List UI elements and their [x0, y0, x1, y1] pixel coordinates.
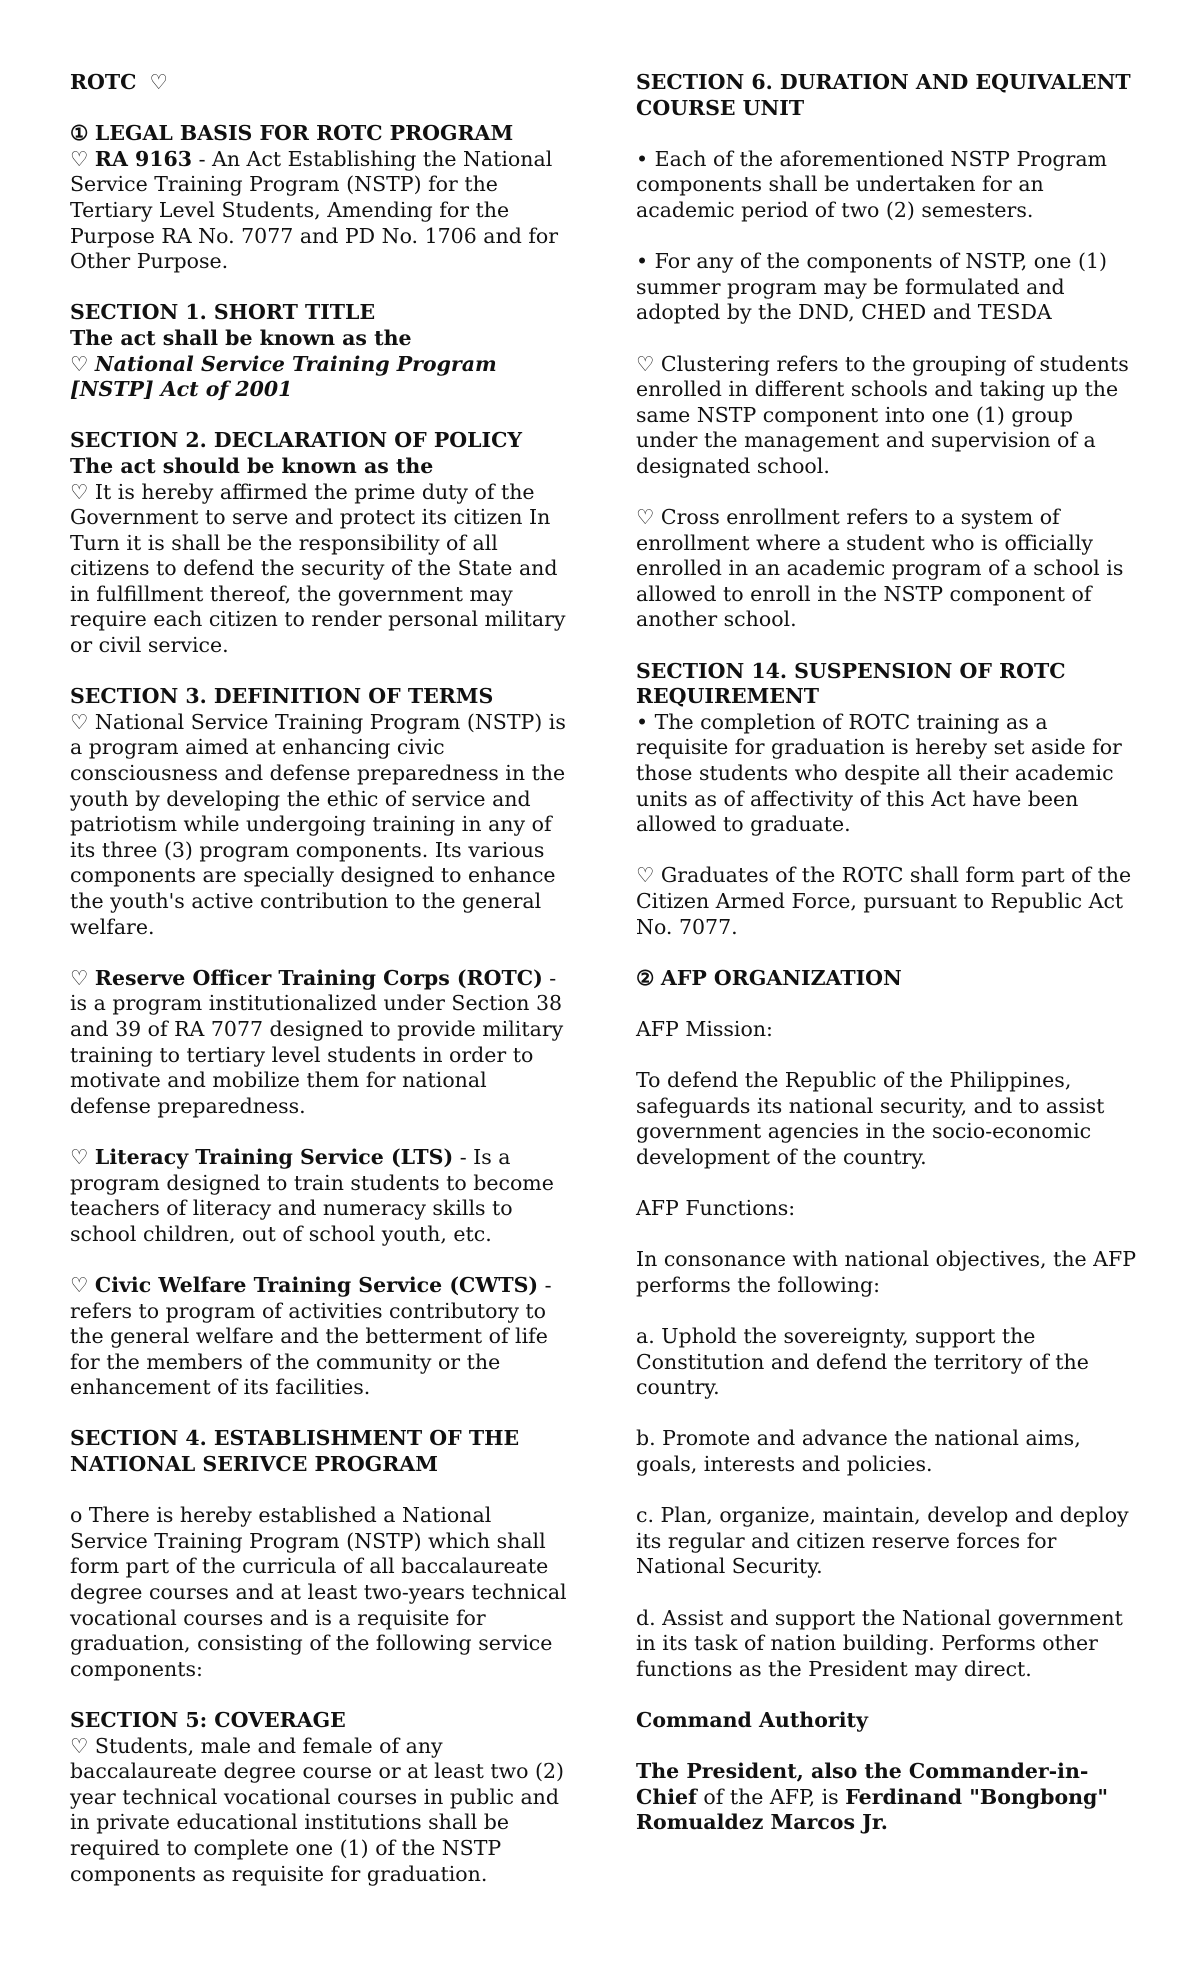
commander-in-chief-label: The President, also the Commander-in-Chief — [636, 1759, 1089, 1809]
section-6-heading: SECTION 6. DURATION AND EQUIVALENT COURSE UNIT — [636, 70, 1131, 120]
circled-two-icon: ② — [636, 965, 655, 990]
legal-basis-heading: LEGAL BASIS FOR ROTC PROGRAM — [94, 121, 514, 146]
section-14-block — [636, 659, 1136, 838]
lts-definition — [70, 1145, 570, 1247]
rotc-term: Reserve Officer Training Corps (ROTC) — [94, 965, 543, 990]
section-3-text: National Service Training Program (NSTP) is a program aimed at enhancing civic consciousness and defense preparedness in the youth by developing the ethic of service and patriotism while undergoing training in any of its three (3) program components. Its various components are specially designed to enhance the youth's active contribution to the general welfare. — [70, 709, 566, 939]
cwts-text: - refers to program of activities contributory to the general welfare and the betterment of life for the members of the community or the enhancement of its facilities. — [70, 1272, 552, 1400]
legal-basis-block — [70, 121, 570, 275]
heart-icon: ♡ — [636, 505, 655, 530]
section-3-block — [70, 684, 570, 940]
section-5-block — [70, 1708, 570, 1887]
heart-icon: ♡ — [70, 1144, 89, 1169]
cwts-definition — [70, 1273, 570, 1401]
command-authority-text — [636, 1759, 1136, 1836]
bullet-icon: • — [636, 709, 649, 734]
section-6-bullet-1-text: Each of the aforementioned NSTP Program components shall be undertaken for an academic period of two (2) semesters. — [636, 146, 1107, 222]
circled-one-icon: ① — [70, 121, 89, 146]
cross-enrollment-text: Cross enrollment refers to a system of enrollment where a student who is officially enrolled in an academic program of a school is allowed to enroll in the NSTP component of another school. — [636, 505, 1124, 632]
section-14-heading: SECTION 14. SUSPENSION OF ROTC REQUIREMENT — [636, 658, 1066, 709]
heart-icon: ♡ — [70, 1272, 89, 1297]
heart-icon: ♡ — [70, 351, 89, 376]
afp-mission-label: AFP Mission: — [636, 1016, 773, 1041]
lts-term: Literacy Training Service (LTS) — [94, 1144, 454, 1169]
afp-function-c: c. Plan, organize, maintain, develop and deploy its regular and citizen reserve forces for National Security. — [636, 1503, 1129, 1579]
afp-function-a: a. Uphold the sovereignty, support the Constitution and defend the territory of the country. — [636, 1324, 1089, 1400]
section-2-block — [70, 428, 570, 658]
rotc-text: - is a program institutionalized under Section 38 and 39 of RA 7077 designed to provide military training to tertiary level students in order to motivate and mobilize them for national defense preparedness. — [70, 965, 564, 1118]
heart-icon: ♡ — [70, 479, 89, 504]
section-14-bullet-text: The completion of ROTC training as a requisite for graduation is hereby set aside for those students who despite all their academic units as of affectivity of this Act have been allowed to graduate. — [636, 709, 1122, 837]
afp-heading: AFP ORGANIZATION — [660, 965, 902, 990]
heart-icon: ♡ — [70, 709, 89, 734]
section-6-heading-block — [636, 70, 1136, 121]
afp-heading-block — [636, 966, 1136, 992]
section-5-heading: SECTION 5: COVERAGE — [70, 1708, 346, 1732]
heart-icon: ♡ — [636, 863, 655, 888]
section-6-bullet-2-text: For any of the components of NSTP, one (1) summer program may be formulated and adopted by the DND, CHED and TESDA — [636, 249, 1107, 325]
rotc-graduates-note — [636, 863, 1136, 940]
section-4-body — [70, 1503, 570, 1682]
cwts-term: Civic Welfare Training Service (CWTS) — [94, 1272, 539, 1297]
lts-text: - Is a program designed to train students to become teachers of literacy and numeracy skills to school children, out of school youth, etc. — [70, 1144, 554, 1246]
right-column — [636, 70, 1136, 1862]
legal-basis-text: - An Act Establishing the National Service Training Program (NSTP) for the Tertiary Level Students, Amending for the Purpose RA No. 7077 and PD No. 1706 and for Other Purpose. — [70, 146, 559, 274]
heart-icon: ♡ — [149, 70, 168, 94]
clustering-text: Clustering refers to the grouping of students enrolled in different schools and taking up the same NSTP component into one (1) group under the management and supervision of a designated school. — [636, 351, 1129, 478]
heart-icon: ♡ — [70, 146, 89, 171]
section-5-text: Students, male and female of any baccalaureate degree course or at least two (2) year technical vocational courses in public and in private educational institutions shall be required to complete one (1) of the NSTP components as requisite for graduation. — [70, 1733, 565, 1886]
section-1-heading: SECTION 1. SHORT TITLE — [70, 300, 376, 325]
clustering-definition — [636, 352, 1136, 480]
bullet-icon: • — [636, 146, 649, 171]
rotc-definition — [70, 966, 570, 1120]
rotc-graduates-text: Graduates of the ROTC shall form part of the Citizen Armed Force, pursuant to Republic Act No. 7077. — [636, 863, 1132, 939]
afp-function-d: d. Assist and support the National government in its task of nation building. Performs other functions as the President may direct. — [636, 1605, 1123, 1681]
section-2-subheading: The act should be known as the — [70, 453, 434, 478]
section-4-heading: SECTION 4. ESTABLISHMENT OF THE NATIONAL SERIVCE PROGRAM — [70, 1426, 520, 1477]
doc-title-block — [70, 70, 570, 96]
afp-functions-label: AFP Functions: — [636, 1196, 796, 1221]
section-6-bullet-2 — [636, 249, 1136, 326]
afp-function-b: b. Promote and advance the national aims, goals, interests and policies. — [636, 1426, 1081, 1477]
afp-mission-text: To defend the Republic of the Philippines, safeguards its national security, and to assist government agencies in the socio-economic development of the country. — [636, 1068, 1105, 1169]
command-authority-connector: of the AFP, is — [696, 1784, 846, 1809]
section-4-text: There is hereby established a National Service Training Program (NSTP) which shall form part of the curricula of all baccalaureate degree courses and at least two-years technical vocational courses and is a requisite for graduation, consisting of the following service components: — [70, 1503, 567, 1681]
president-name: Ferdinand "Bongbong" Romualdez Marcos Jr. — [636, 1784, 1109, 1835]
bullet-icon: • — [636, 249, 649, 274]
afp-functions-intro: In consonance with national objectives, the AFP performs the following: — [636, 1247, 1136, 1297]
heart-icon: ♡ — [636, 351, 655, 376]
section-4-heading-block — [70, 1426, 570, 1477]
command-authority-heading: Command Authority — [636, 1708, 868, 1732]
cross-enrollment-definition — [636, 505, 1136, 633]
doc-title: ROTC — [70, 70, 137, 94]
heart-icon: ♡ — [70, 965, 89, 990]
circle-bullet-icon: o — [70, 1503, 83, 1528]
section-2-heading: SECTION 2. DECLARATION OF POLICY — [70, 428, 523, 453]
left-column — [70, 70, 570, 1913]
heart-icon: ♡ — [70, 1733, 89, 1758]
section-6-bullet-1 — [636, 147, 1136, 224]
section-3-heading: SECTION 3. DEFINITION OF TERMS — [70, 684, 494, 709]
section-2-text: It is hereby affirmed the prime duty of the Government to serve and protect its citizen In Turn it is shall be the responsibility of all citizens to defend the security of the State and in fulfillment thereof, the government may require each citizen to render personal military or civil service. — [70, 479, 566, 658]
ra-9163-label: RA 9163 — [94, 146, 193, 171]
section-1-act-name: National Service Training Program [NSTP] Act of 2001 — [70, 351, 497, 402]
section-1-block — [70, 300, 570, 402]
section-1-subheading: The act shall be known as the — [70, 325, 412, 350]
